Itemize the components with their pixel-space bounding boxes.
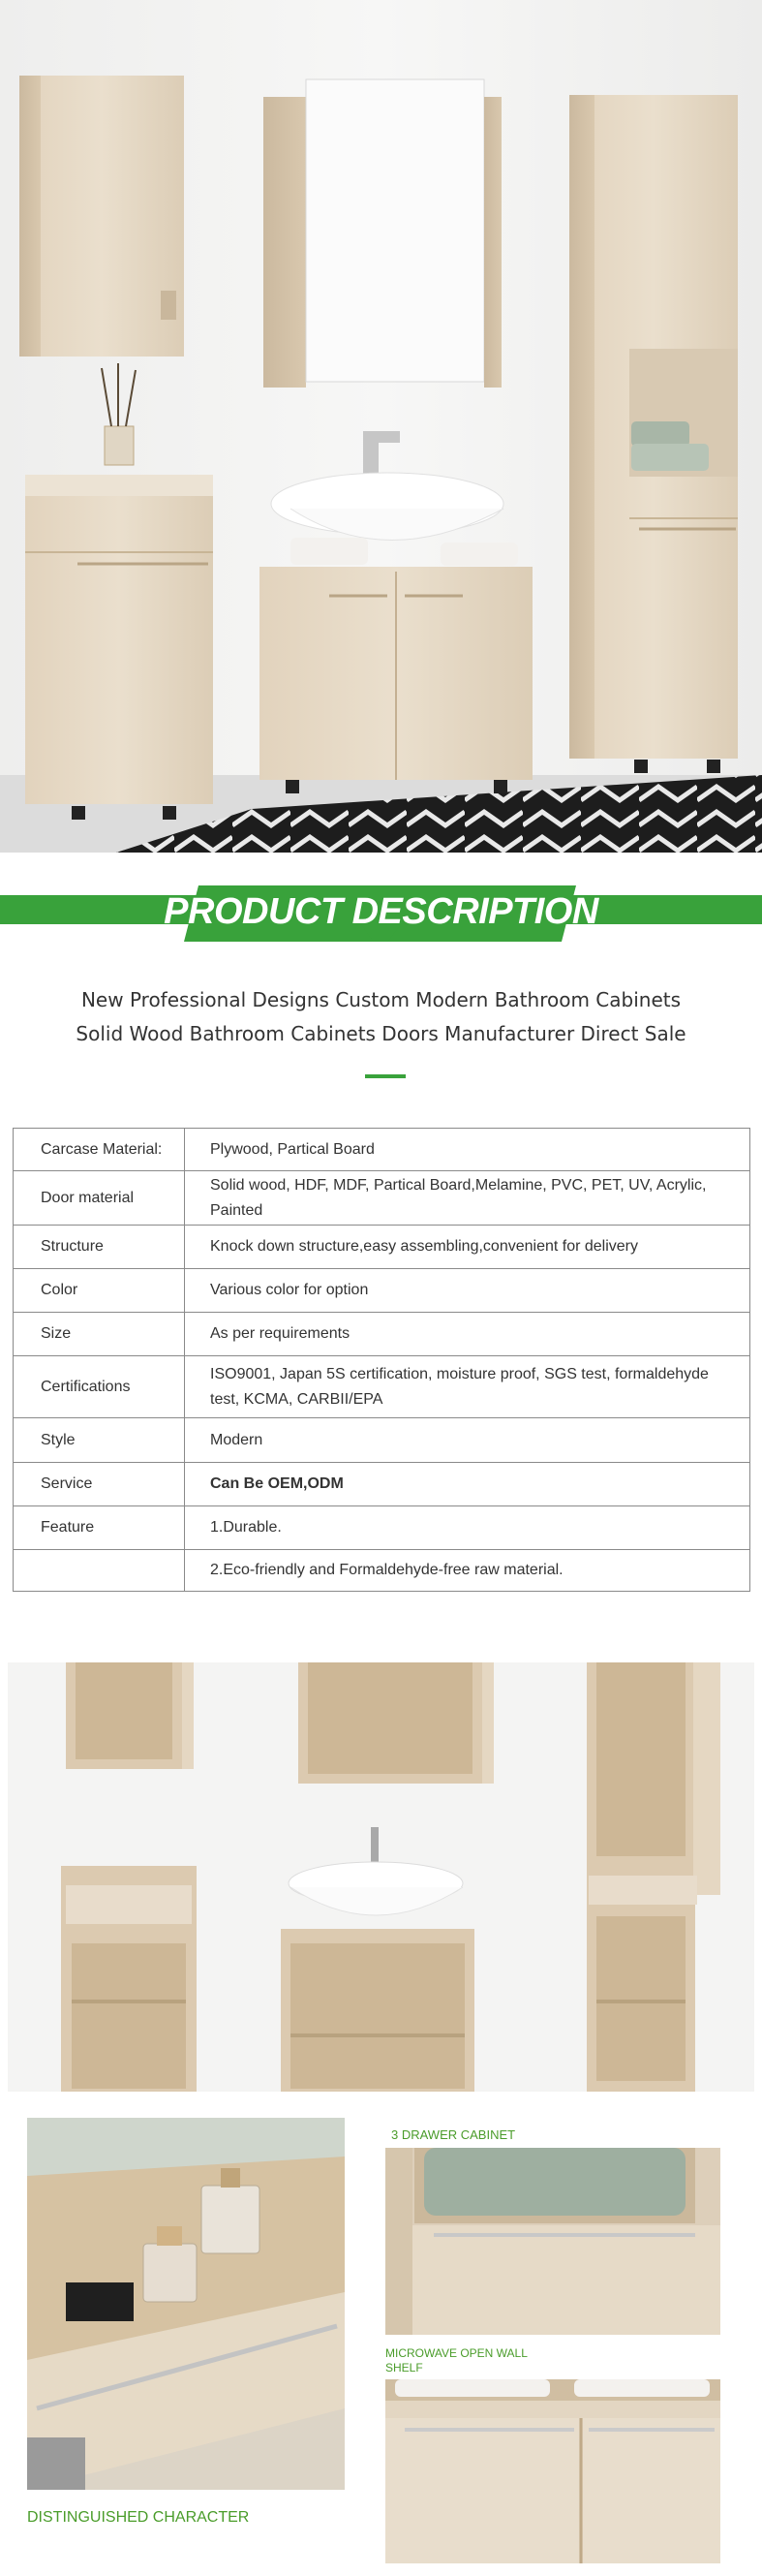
spec-value: As per requirements (185, 1313, 750, 1356)
product-headline-line-2: Solid Wood Bathroom Cabinets Doors Manufacturer Direct Sale (76, 1022, 686, 1045)
spec-row (14, 1269, 750, 1313)
hero-photo (0, 0, 762, 853)
spec-row (14, 1506, 750, 1550)
spec-value: Various color for option (185, 1269, 750, 1313)
spec-value: Solid wood, HDF, MDF, Partical Board,Melamine, PVC, PET, UV, Acrylic, Painted (185, 1171, 750, 1226)
spec-key: Style (14, 1418, 185, 1463)
spec-key: Size (14, 1313, 185, 1356)
spec-key (14, 1550, 185, 1592)
caption-3-drawer-cabinet: 3 DRAWER CABINET (391, 2127, 516, 2142)
spec-value: Modern (185, 1418, 750, 1463)
spec-row (14, 1226, 750, 1269)
caption-microwave-line-2: SHELF (385, 2361, 423, 2374)
caption-distinguished-character: DISTINGUISHED CHARACTER (27, 2509, 250, 2526)
spec-key: Certifications (14, 1356, 185, 1418)
spec-row (14, 1171, 750, 1226)
spec-key: Carcase Material: (14, 1129, 185, 1171)
spec-row (14, 1356, 750, 1418)
caption-microwave-line-1: MICROWAVE OPEN WALL (385, 2346, 528, 2360)
spec-row (14, 1463, 750, 1506)
spec-row (14, 1313, 750, 1356)
spec-key: Service (14, 1463, 185, 1506)
spec-value: 1.Durable. (185, 1506, 750, 1550)
drawer-cabinet-photo (385, 2148, 720, 2335)
spec-row (14, 1418, 750, 1463)
product-headline-line-1: New Professional Designs Custom Modern Bathroom Cabinets (80, 988, 682, 1011)
spec-value (185, 1463, 750, 1506)
microwave-shelf-photo (385, 2379, 720, 2563)
spec-value: ISO9001, Japan 5S certification, moisture proof, SGS test, formaldehyde test, KCMA, CARBII/EPA (185, 1356, 750, 1418)
banner-title: PRODUCT DESCRIPTION (164, 891, 598, 932)
spec-value: Knock down structure,easy assembling,convenient for delivery (185, 1226, 750, 1269)
spec-key: Color (14, 1269, 185, 1313)
spec-table (13, 1128, 750, 1592)
spec-key: Structure (14, 1226, 185, 1269)
drawer-detail-photo (27, 2118, 345, 2490)
spec-value: Plywood, Partical Board (185, 1129, 750, 1171)
open-cabinets-photo (8, 1662, 754, 2092)
spec-row (14, 1550, 750, 1592)
spec-key: Door material (14, 1171, 185, 1226)
spec-key: Feature (14, 1506, 185, 1550)
spec-row (14, 1129, 750, 1171)
divider (365, 1074, 406, 1078)
spec-value-bold: Can Be OEM,ODM (210, 1475, 344, 1492)
spec-value: 2.Eco-friendly and Formaldehyde-free raw material. (185, 1550, 750, 1592)
